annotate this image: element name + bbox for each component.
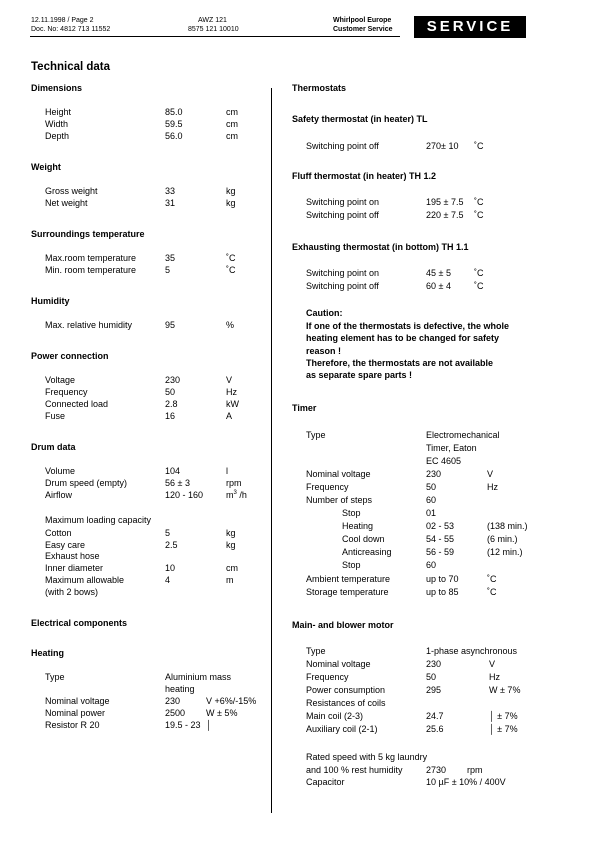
exhausting-heading: Exhausting thermostat (in bottom) TH 1.1 (292, 242, 469, 252)
timer-row-label: Number of steps (306, 495, 373, 505)
timer-steps-row-value: 60 (426, 560, 437, 570)
header-dept: Customer Service (333, 26, 393, 33)
fluff-row-unit: ˚C (474, 197, 484, 207)
heating-row-label: Nominal voltage (45, 696, 110, 706)
timer-steps-row-value: 54 - 55 (426, 534, 455, 544)
timer-row-label: Nominal voltage (306, 469, 371, 479)
timer-row-unit: V (487, 469, 494, 479)
exhausting-row-label: Switching point on (306, 268, 380, 278)
motor-row-unit: V (489, 659, 496, 669)
hose-heading: Exhaust hose (45, 551, 100, 561)
drum-row-label: Volume (45, 466, 76, 476)
dimensions-row-unit: cm (226, 119, 238, 129)
timer-row-value: 50 (426, 482, 437, 492)
power-row-value: 2.8 (165, 399, 178, 409)
exhausting-row-value: 45 ± 5 (426, 268, 451, 278)
caution-line: reason ! (306, 345, 342, 356)
dimensions-row-value: 59.5 (165, 119, 183, 129)
power-row-unit: V (226, 375, 233, 385)
hose-note: (with 2 bows) (45, 587, 99, 597)
capacitor-label: Capacitor (306, 777, 345, 787)
service-badge: SERVICE (414, 16, 526, 38)
coils-row-label: Main coil (2-3) (306, 711, 364, 721)
dimensions-heading: Dimensions (31, 83, 83, 93)
header-model: AWZ 121 (198, 17, 227, 24)
loading-row-unit: kg (226, 540, 236, 550)
power-row-unit: Hz (226, 387, 237, 397)
drum-row-unit-suffix: /h (236, 490, 247, 500)
timer-table-2-row-value: up to 70 (426, 574, 459, 584)
motor-heading: Main- and blower motor (292, 620, 394, 630)
timer-row-value: 230 (426, 469, 442, 479)
timer-steps-row-value: 02 - 53 (426, 521, 455, 531)
drum-row-label: Drum speed (empty) (45, 478, 128, 488)
timer-steps-row-label: Stop (342, 508, 361, 518)
humidity-row-unit: % (226, 320, 235, 330)
timer-steps-row-note: (6 min.) (487, 534, 518, 544)
timer-row-label: Frequency (306, 482, 349, 492)
timer-type-value-2: Timer, Eaton (426, 443, 477, 453)
dimensions-row-unit: cm (226, 107, 238, 117)
drum-row-unit: rpm (226, 478, 242, 488)
header-doc-no: Doc. No: 4812 713 11552 (31, 26, 111, 33)
weight-row-value: 33 (165, 186, 176, 196)
power-row-label: Voltage (45, 375, 76, 385)
exhausting-row-unit: ˚C (474, 281, 484, 291)
timer-heading: Timer (292, 403, 317, 413)
motor-type-label: Type (306, 646, 326, 656)
header-date-page: 12.11.1998 / Page 2 (31, 17, 94, 24)
dimensions-row-value: 56.0 (165, 131, 183, 141)
loading-row-label: Cotton (45, 528, 72, 538)
motor-row-value: 50 (426, 672, 437, 682)
column-divider (271, 88, 272, 813)
timer-type-label: Type (306, 430, 326, 440)
fluff-row-label: Switching point off (306, 210, 379, 220)
timer-steps-row-value: 01 (426, 508, 437, 518)
timer-steps-row-note: (138 min.) (487, 521, 528, 531)
header-brand: Whirlpool Europe (333, 17, 392, 24)
dimensions-row-label: Width (45, 119, 69, 129)
drum-row-value: 104 (165, 466, 181, 476)
heating-heading: Heating (31, 648, 65, 658)
timer-table-2-row-unit: ˚C (487, 574, 497, 584)
safety-row-unit: ˚C (474, 141, 484, 151)
caution-line: heating element has to be changed for safety (306, 333, 500, 344)
heating-type-value-1: Aluminium mass (165, 672, 232, 682)
capacitor-value: 10 µF ± 10% / 400V (426, 777, 506, 787)
surroundings-row-unit: ˚C (226, 253, 236, 263)
drum-row-value: 120 - 160 (165, 490, 204, 500)
weight-heading: Weight (31, 162, 61, 172)
fluff-row-unit: ˚C (474, 210, 484, 220)
motor-row-value: 295 (426, 685, 442, 695)
exhausting-row-unit: ˚C (474, 268, 484, 278)
hose-row-value: 10 (165, 563, 176, 573)
heating-type-value-2: heating (165, 684, 195, 694)
caution-title: Caution: (306, 308, 343, 318)
hose-row-value: 4 (165, 575, 171, 585)
timer-type-value-1: Electromechanical (426, 430, 500, 440)
loading-row-value: 2.5 (165, 540, 178, 550)
coils-row-unit: │ ± 7% (489, 724, 518, 734)
drum-row-unit: l (226, 466, 228, 476)
dimensions-row-label: Height (45, 107, 72, 117)
weight-row-label: Gross weight (45, 186, 98, 196)
timer-steps-row-label: Anticreasing (342, 547, 392, 557)
heating-row-value: 2500 (165, 708, 186, 718)
exhausting-row-label: Switching point off (306, 281, 379, 291)
exhausting-row-value: 60 ± 4 (426, 281, 451, 291)
fluff-heading: Fluff thermostat (in heater) TH 1.2 (292, 171, 437, 181)
motor-row-unit: W ± 7% (489, 685, 521, 695)
power-row-value: 16 (165, 411, 176, 421)
heating-row-value: 19.5 - 23 (165, 720, 201, 730)
surroundings-row-label: Min. room temperature (45, 265, 137, 275)
power-row-label: Connected load (45, 399, 109, 409)
timer-type-value-3: EC 4605 (426, 456, 462, 466)
safety-heading: Safety thermostat (in heater) TL (292, 114, 428, 124)
weight-row-label: Net weight (45, 198, 88, 208)
drum-row-unit-sup: 3 (233, 490, 237, 496)
electrical-heading: Electrical components (31, 618, 128, 628)
surroundings-row-unit: ˚C (226, 265, 236, 275)
power-heading: Power connection (31, 351, 109, 361)
humidity-heading: Humidity (31, 296, 70, 306)
loading-row-value: 5 (165, 528, 171, 538)
drum-row-value: 56 ± 3 (165, 478, 190, 488)
safety-row-value: 270± 10 (426, 141, 459, 151)
loading-row-unit: kg (226, 528, 236, 538)
power-row-unit: A (226, 411, 233, 421)
power-row-label: Frequency (45, 387, 88, 397)
timer-row-value: 60 (426, 495, 437, 505)
power-row-unit: kW (226, 399, 239, 409)
dimensions-row-label: Depth (45, 131, 70, 141)
fluff-row-label: Switching point on (306, 197, 380, 207)
caution-line: If one of the thermostats is defective, the whole (306, 321, 510, 331)
motor-row-label: Nominal voltage (306, 659, 371, 669)
power-row-value: 50 (165, 387, 176, 397)
timer-steps-row-label: Heating (342, 521, 374, 531)
surroundings-row-value: 35 (165, 253, 176, 263)
timer-table-2-row-label: Ambient temperature (306, 574, 391, 584)
header-code: 8575 121 10010 (188, 26, 239, 33)
motor-row-label: Power consumption (306, 685, 386, 695)
coils-row-value: 24.7 (426, 711, 444, 721)
rated-speed-unit: rpm (467, 765, 483, 775)
power-row-label: Fuse (45, 411, 66, 421)
motor-row-label: Frequency (306, 672, 349, 682)
timer-steps-row-note: (12 min.) (487, 547, 523, 557)
timer-table-2-row-label: Storage temperature (306, 587, 389, 597)
motor-row-value: 230 (426, 659, 442, 669)
timer-steps-row-label: Cool down (342, 534, 385, 544)
drum-heading: Drum data (31, 442, 76, 452)
heating-row-label: Nominal power (45, 708, 106, 718)
heating-row-label: Resistor R 20 (45, 720, 100, 730)
page-title: Technical data (31, 61, 111, 73)
dimensions-row-value: 85.0 (165, 107, 183, 117)
coils-row-unit: │ ± 7% (489, 711, 518, 721)
humidity-row-label: Max. relative humidity (45, 320, 133, 330)
coils-heading: Resistances of coils (306, 698, 386, 708)
surroundings-heading: Surroundings temperature (31, 229, 145, 239)
timer-table-2-row-value: up to 85 (426, 587, 459, 597)
weight-row-unit: kg (226, 198, 236, 208)
drum-row-label: Airflow (45, 490, 73, 500)
motor-row-unit: Hz (489, 672, 500, 682)
motor-type-value: 1-phase asynchronous (426, 646, 518, 656)
coils-row-value: 25.6 (426, 724, 444, 734)
caution-line: Therefore, the thermostats are not available (306, 357, 494, 368)
timer-row-unit: Hz (487, 482, 498, 492)
heating-row-unit: │ (206, 720, 212, 730)
coils-row-label: Auxiliary coil (2-1) (306, 724, 378, 734)
timer-steps-row-label: Stop (342, 560, 361, 570)
surroundings-row-label: Max.room temperature (45, 253, 137, 263)
hose-row-unit: m (226, 575, 234, 585)
heating-row-value: 230 (165, 696, 181, 706)
loading-row-label: Easy care (45, 540, 86, 550)
heating-row-unit: V +6%/-15% (206, 696, 257, 706)
weight-row-unit: kg (226, 186, 236, 196)
drum-row-unit: $m^3$ /h (226, 490, 247, 500)
rated-speed-value: 2730 (426, 765, 447, 775)
hose-row-label: Inner diameter (45, 563, 104, 573)
header-rule (30, 36, 400, 37)
surroundings-row-value: 5 (165, 265, 171, 275)
loading-heading: Maximum loading capacity (45, 515, 152, 525)
rated-speed-line-1: Rated speed with 5 kg laundry (306, 752, 428, 762)
heating-type-label: Type (45, 672, 65, 682)
heating-row-unit: W ± 5% (206, 708, 238, 718)
rated-speed-label: and 100 % rest humidity (306, 765, 403, 775)
fluff-row-value: 195 ± 7.5 (426, 197, 464, 207)
dimensions-row-unit: cm (226, 131, 238, 141)
humidity-row-value: 95 (165, 320, 176, 330)
hose-row-unit: cm (226, 563, 238, 573)
weight-row-value: 31 (165, 198, 176, 208)
thermostats-heading: Thermostats (292, 83, 347, 93)
fluff-row-value: 220 ± 7.5 (426, 210, 464, 220)
hose-row-label: Maximum allowable (45, 575, 125, 585)
power-row-value: 230 (165, 375, 181, 385)
caution-line: as separate spare parts ! (306, 370, 413, 381)
safety-row-label: Switching point off (306, 141, 379, 151)
timer-steps-row-value: 56 - 59 (426, 547, 455, 557)
timer-table-2-row-unit: ˚C (487, 587, 497, 597)
